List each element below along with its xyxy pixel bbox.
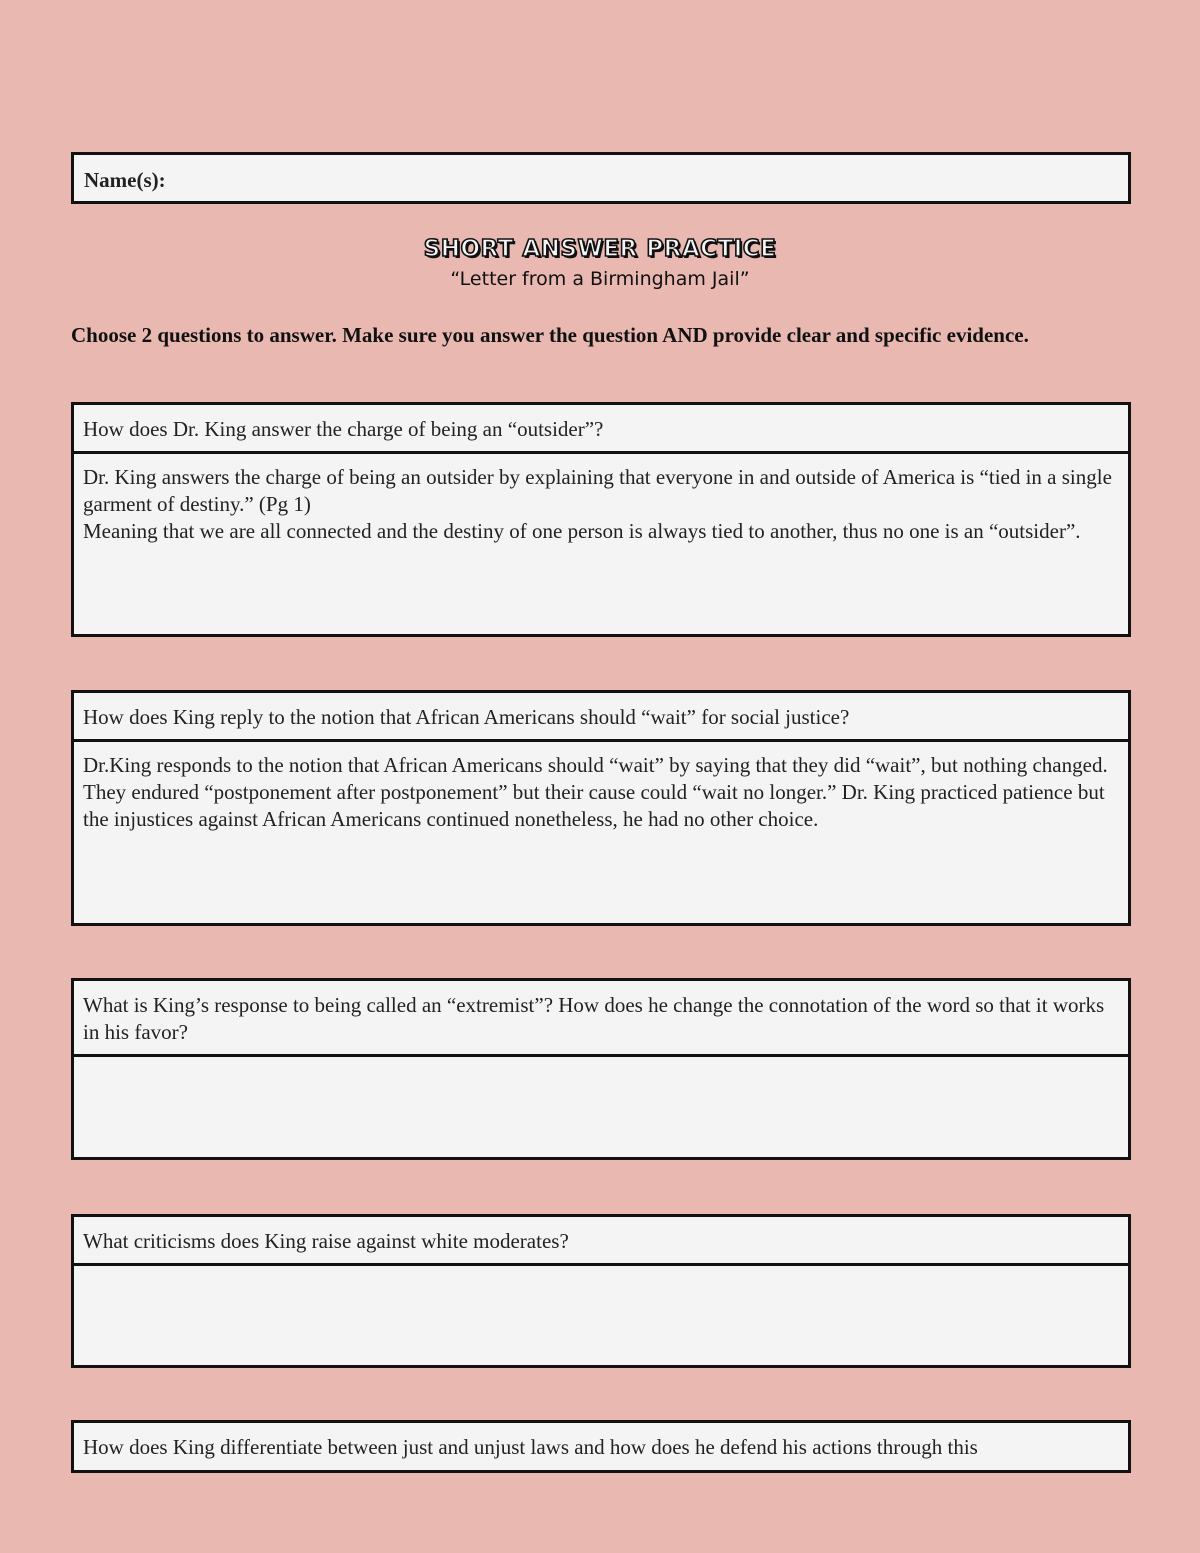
question-box-2 [71, 690, 1131, 926]
answer-field-3[interactable] [74, 1057, 1128, 1067]
names-label: Name(s): [84, 168, 166, 192]
answer-1-paragraph-2: Meaning that we are all connected and the destiny of one person is always tied to another, thus no one is an “outsider”. [83, 519, 1081, 543]
question-5: How does King differentiate between just and unjust laws and how does he defend his actions through this [83, 1435, 978, 1459]
question-box-1 [71, 402, 1131, 637]
answer-field-4[interactable] [74, 1266, 1128, 1276]
instructions: Choose 2 questions to answer. Make sure you answer the question AND provide clear and specific evidence. [71, 323, 1029, 347]
question-3: What is King’s response to being called an “extremist”? How does he change the connotation of the word so that it works in his favor? [74, 981, 1128, 1057]
question-box-3 [71, 978, 1131, 1160]
page-title: SHORT ANSWER PRACTICE [423, 236, 777, 262]
names-field[interactable] [71, 152, 1131, 204]
answer-2-paragraph-1: Dr.King responds to the notion that African Americans should “wait” by saying that they did “wait”, but nothing changed. They endured “postponement after postponement” but their cause could “wait no longer.” Dr. King practiced patience but the injustices against African Americans continued nonetheless, he had no other choice. [83, 753, 1108, 831]
answer-field-2[interactable] [74, 742, 1128, 833]
question-1: How does Dr. King answer the charge of being an “outsider”? [74, 405, 1128, 454]
question-4: What criticisms does King raise against white moderates? [74, 1217, 1128, 1266]
question-box-5 [71, 1420, 1131, 1473]
answer-1-paragraph-1: Dr. King answers the charge of being an outsider by explaining that everyone in and outside of America is “tied in a single garment of destiny.” (Pg 1) [83, 465, 1112, 516]
question-box-4 [71, 1214, 1131, 1368]
page-subtitle: “Letter from a Birmingham Jail” [450, 268, 750, 290]
answer-field-1[interactable] [74, 454, 1128, 545]
question-2: How does King reply to the notion that African Americans should “wait” for social justice? [74, 693, 1128, 742]
